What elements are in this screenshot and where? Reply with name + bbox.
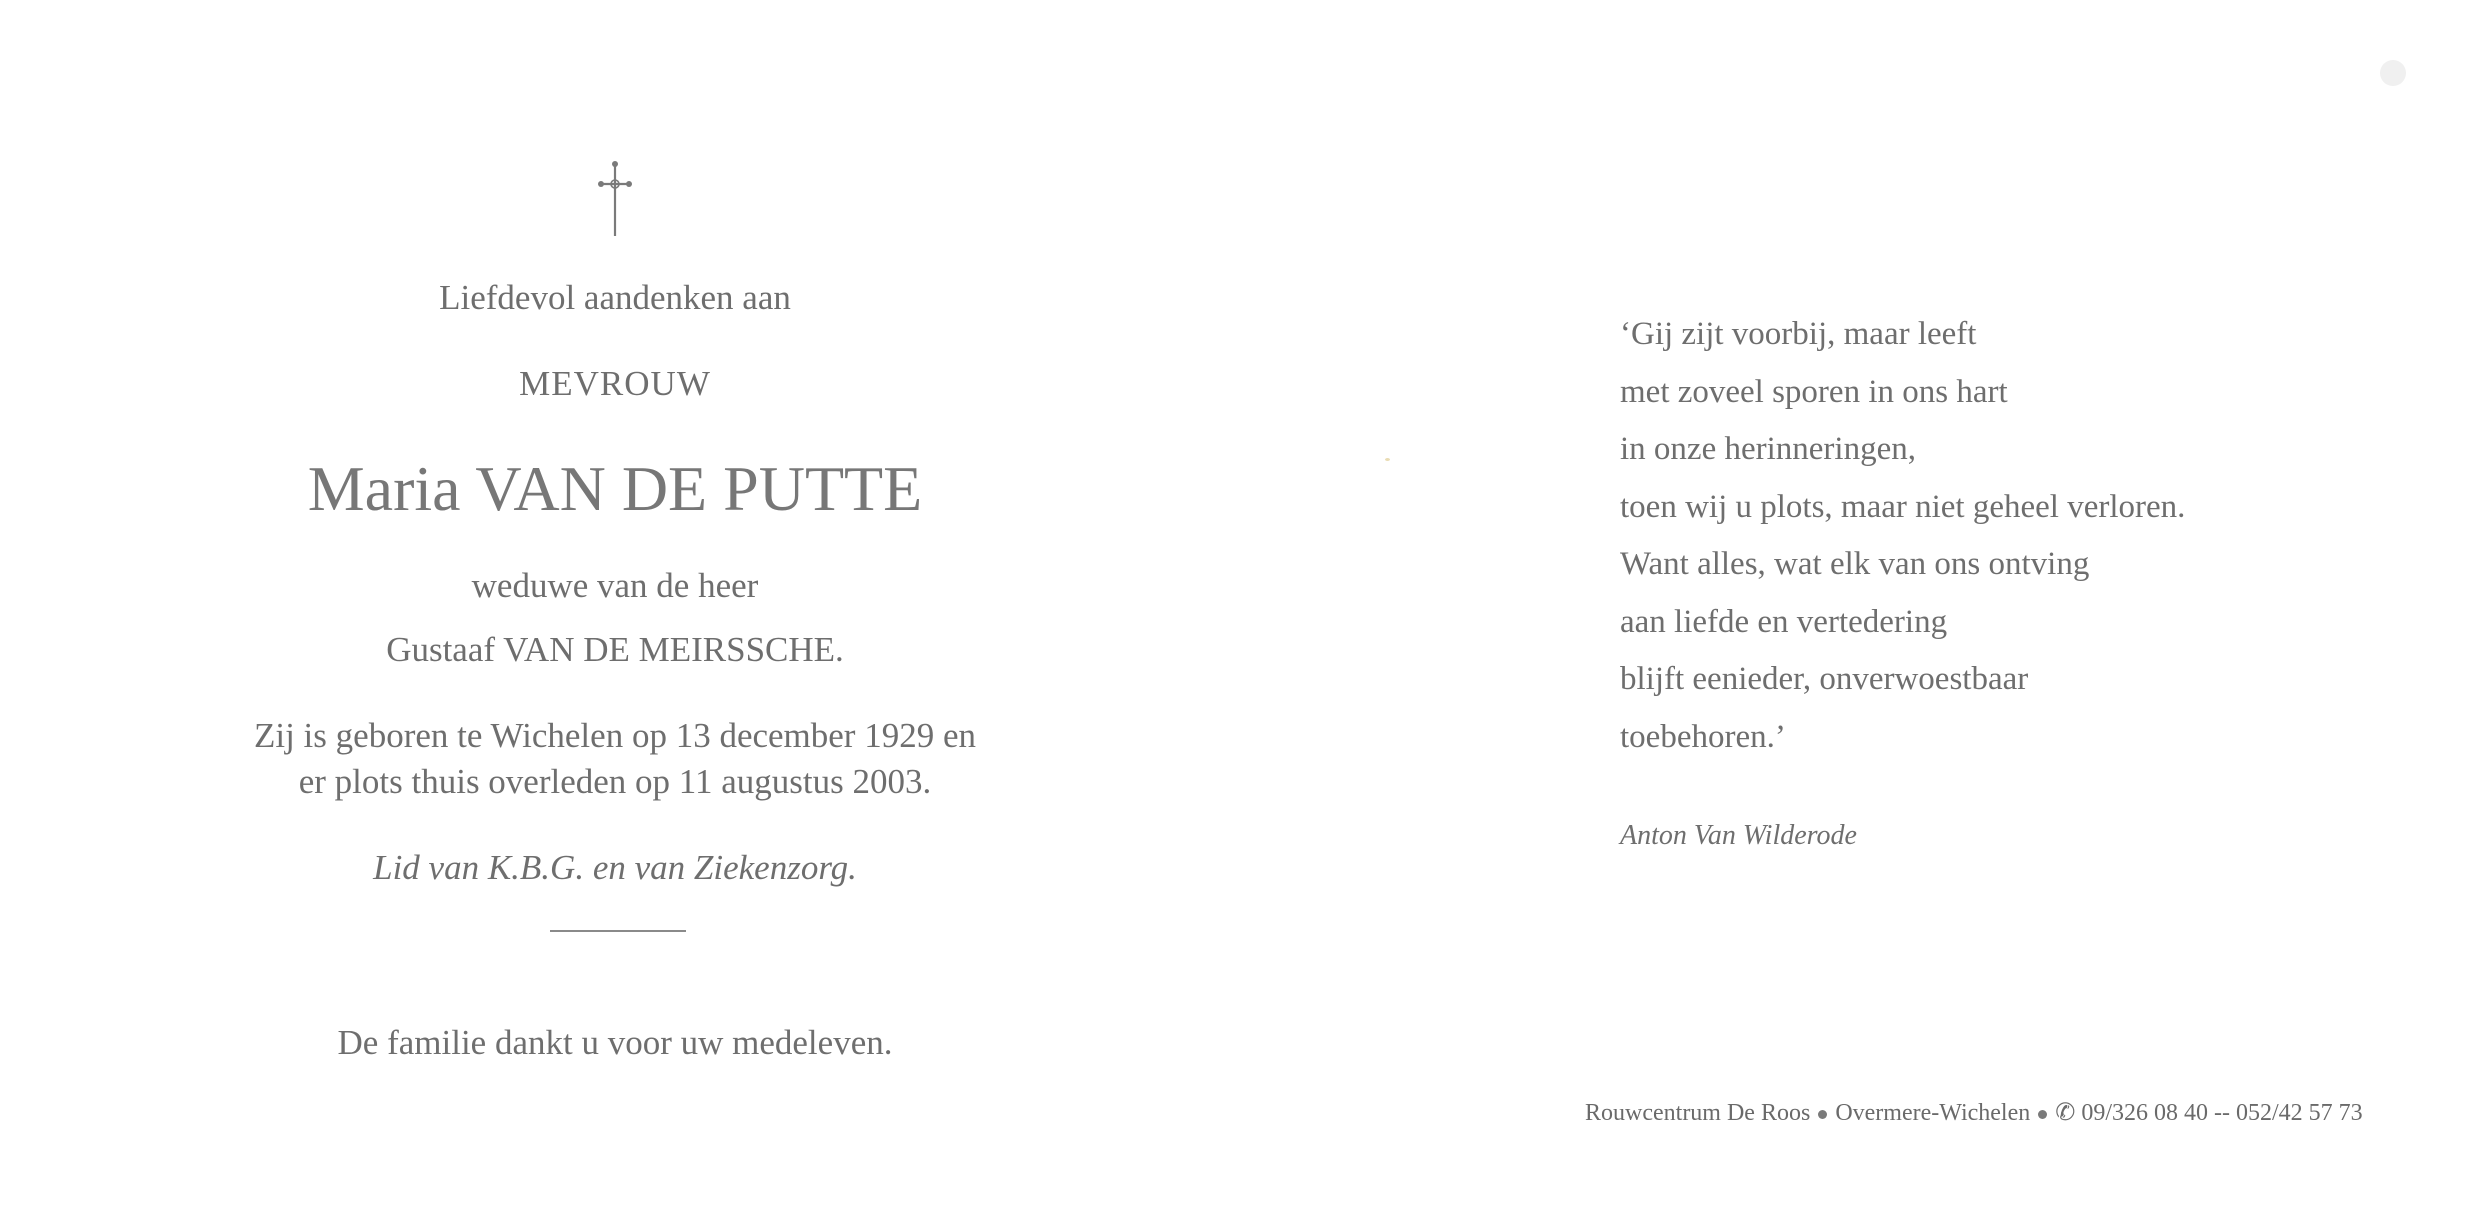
bullet-icon [2038, 1110, 2047, 1119]
thanks-text: De familie dankt u voor uw medeleven. [337, 1023, 893, 1062]
deceased-name: Maria VAN DE PUTTE [307, 453, 923, 524]
poem-line: Want alles, wat elk van ons ontving [1620, 546, 2090, 582]
funeral-home-footer [1585, 1098, 2363, 1127]
membership-text: Lid van K.B.G. en van Ziekenzorg. [373, 848, 857, 887]
honorific-title: MEVROUW [519, 364, 711, 403]
paper-speck [2380, 60, 2406, 86]
bullet-icon [1818, 1110, 1827, 1119]
memorial-left-panel [200, 0, 1030, 1223]
poem-line: toen wij u plots, maar niet geheel verloren. [1620, 488, 2186, 525]
husband-name: Gustaaf VAN DE MEIRSSCHE. [386, 630, 844, 669]
intro-text: Liefdevol aandenken aan [439, 278, 791, 317]
divider [550, 930, 686, 932]
memorial-right-panel [1620, 0, 2440, 1223]
poem-author: Anton Van Wilderode [1620, 820, 1857, 851]
poem-line: blijft eenieder, onverwoestbaar [1620, 661, 2029, 697]
poem-line: in onze herinneringen, [1620, 431, 1916, 467]
paper-speck [1385, 458, 1390, 461]
funeral-home-phones: 09/326 08 40 -- 052/42 57 73 [2081, 1100, 2363, 1126]
widow-of-text: weduwe van de heer [471, 566, 759, 605]
poem-line: ‘Gij zijt voorbij, maar leeft [1620, 316, 1977, 352]
funeral-home-name: Rouwcentrum De Roos [1585, 1100, 1811, 1126]
funeral-home-location: Overmere-Wichelen [1835, 1100, 2031, 1126]
poem [1620, 306, 2440, 766]
birth-line: Zij is geboren te Wichelen op 13 december 1929 en [253, 716, 976, 755]
poem-line: aan liefde en vertedering [1620, 603, 1948, 640]
death-line: er plots thuis overleden op 11 augustus 2003. [298, 762, 932, 801]
poem-line: met zoveel sporen in ons hart [1620, 373, 2008, 410]
latin-cross-icon [200, 160, 1030, 245]
poem-line: toebehoren.’ [1620, 718, 1786, 755]
phone-icon: ✆ [2055, 1100, 2076, 1126]
